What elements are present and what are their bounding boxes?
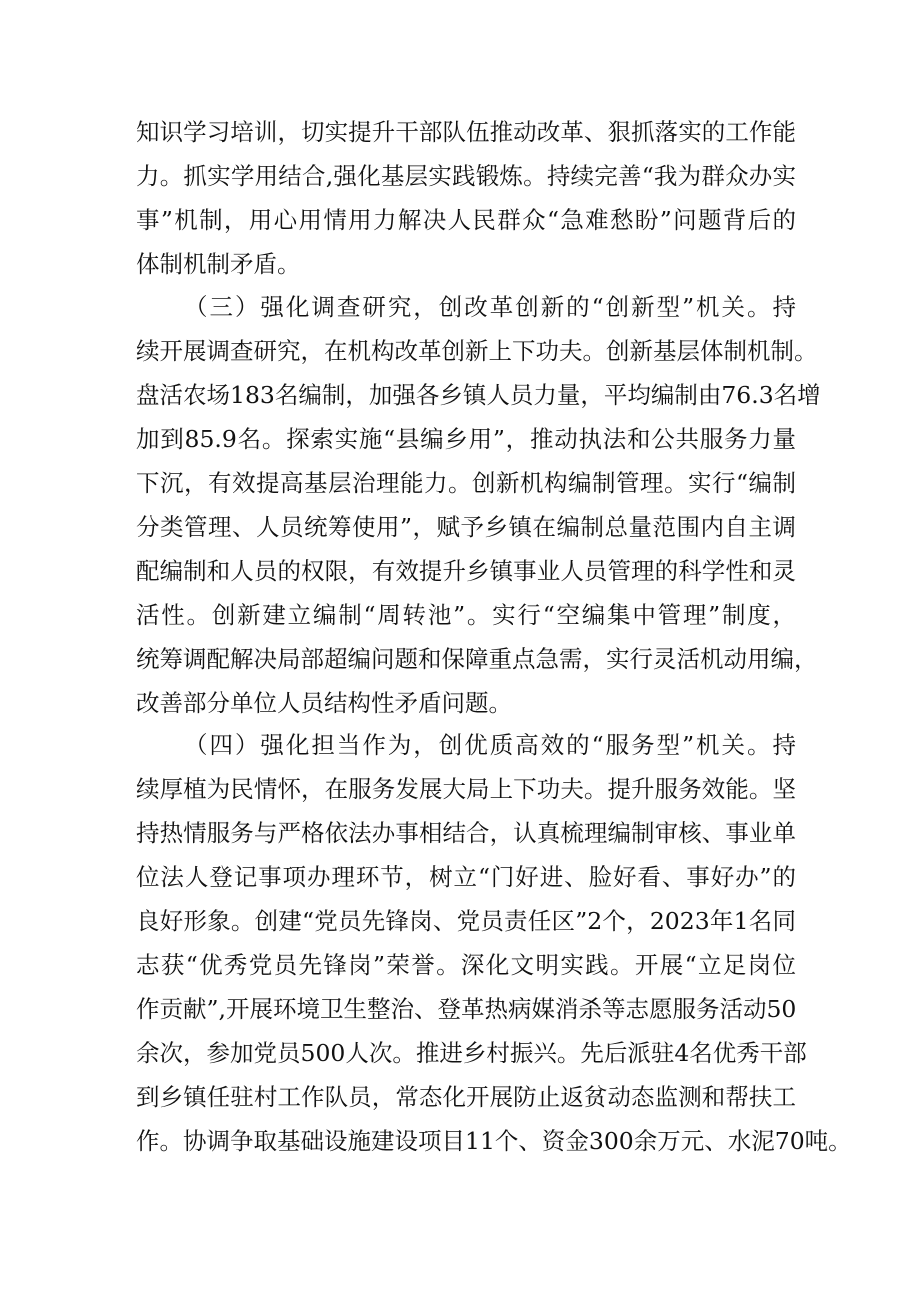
paragraph-line: 位法人登记事项办理环节，树立“门好进、脸好看、事好办”的 xyxy=(136,863,796,891)
paragraph-line: 下沉，有效提高基层治理能力。创新机构编制管理。实行“编制 xyxy=(136,469,796,497)
paragraph-line: 盘活农场183名编制，加强各乡镇人员力量，平均编制由76.3名增 xyxy=(136,381,821,409)
paragraph-line: 志获“优秀党员先锋岗”荣誉。深化文明实践。开展“立足岗位 xyxy=(136,951,796,979)
paragraph-line: 事”机制，用心用情用力解决人民群众“急难愁盼”问题背后的 xyxy=(136,206,796,234)
paragraph-line: 知识学习培训，切实提升干部队伍推动改革、狠抓落实的工作能 xyxy=(136,118,796,146)
paragraph-line: 续厚植为民情怀，在服务发展大局上下功夫。提升服务效能。坚 xyxy=(136,775,796,803)
paragraph-line: 活性。创新建立编制“周转池”。实行“空编集中管理”制度， xyxy=(136,601,796,629)
paragraph-line: 余次，参加党员500人次。推进乡村振兴。先后派驻4名优秀干部 xyxy=(136,1039,807,1067)
paragraph-line: 改善部分单位人员结构性矛盾问题。 xyxy=(136,689,512,717)
paragraph-line: 分类管理、人员统筹使用”，赋予乡镇在编制总量范围内自主调 xyxy=(136,513,796,541)
paragraph-line: 作。协调争取基础设施建设项目11个、资金300余万元、水泥70吨。 xyxy=(136,1127,852,1155)
paragraph-line: 力。抓实学用结合,强化基层实践锻炼。持续完善“我为群众办实 xyxy=(136,162,796,190)
paragraph-line: 作贡献”,开展环境卫生整治、登革热病媒消杀等志愿服务活动50 xyxy=(136,995,797,1023)
paragraph-line: 到乡镇任驻村工作队员，常态化开展防止返贫动态监测和帮扶工 xyxy=(136,1083,796,1111)
paragraph-line: 续开展调查研究，在机构改革创新上下功夫。创新基层体制机制。 xyxy=(136,337,818,365)
paragraph-line: （三）强化调查研究，创改革创新的“创新型”机关。持 xyxy=(184,293,796,321)
paragraph-line: 持热情服务与严格依法办事相结合，认真梳理编制审核、事业单 xyxy=(136,819,796,847)
paragraph-line: （四）强化担当作为，创优质高效的“服务型”机关。持 xyxy=(184,731,796,759)
paragraph-line: 配编制和人员的权限，有效提升乡镇事业人员管理的科学性和灵 xyxy=(136,557,796,585)
paragraph-line: 统筹调配解决局部超编问题和保障重点急需，实行灵活机动用编， xyxy=(136,645,818,673)
paragraph-line: 良好形象。创建“党员先锋岗、党员责任区”2个，2023年1名同 xyxy=(136,907,796,935)
paragraph-line: 体制机制矛盾。 xyxy=(136,250,301,278)
paragraph-line: 加到85.9名。探索实施“县编乡用”，推动执法和公共服务力量 xyxy=(136,425,796,453)
